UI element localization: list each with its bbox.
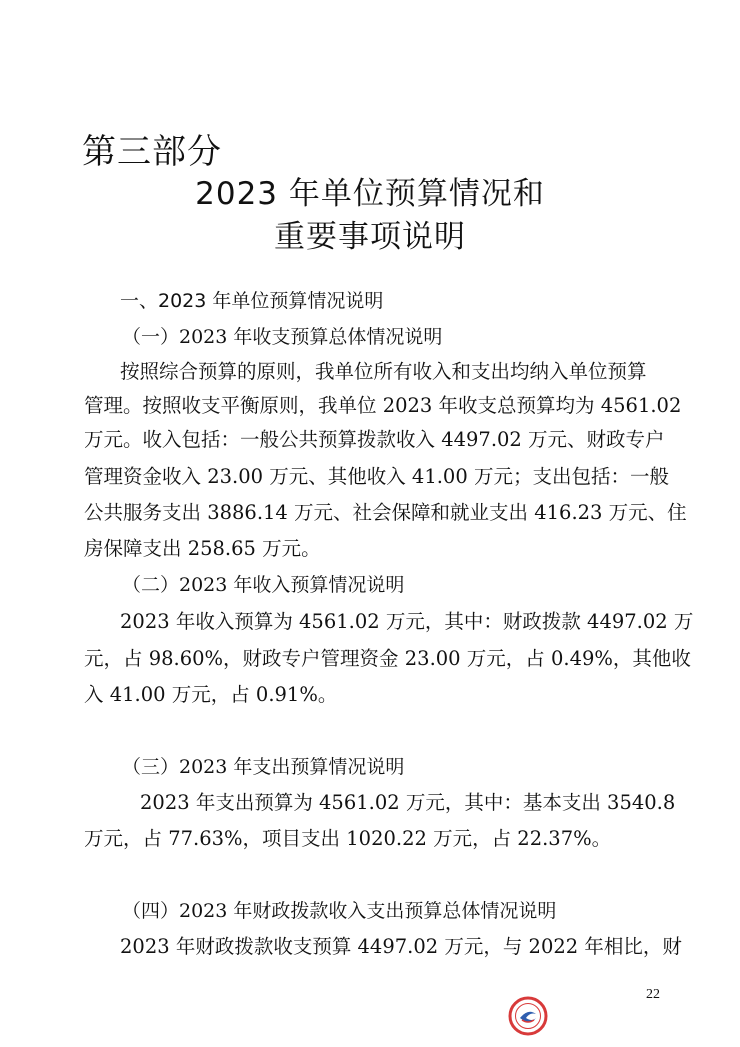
subsection-heading-4: （四）2023 年财政拨款收入支出预算总体情况说明 <box>122 900 557 922</box>
paragraph-line: 2023 年支出预算为 4561.02 万元，其中：基本支出 3540.8 <box>140 791 676 814</box>
subsection-heading-1: （一）2023 年收支预算总体情况说明 <box>122 326 443 348</box>
section-heading: 一、2023 年单位预算情况说明 <box>120 290 384 312</box>
document-title-line-2: 重要事项说明 <box>274 219 466 255</box>
paragraph-line: 管理资金收入 23.00 万元、其他收入 41.00 万元；支出包括：一般 <box>84 465 669 488</box>
subsection-heading-2: （二）2023 年收入预算情况说明 <box>122 574 405 596</box>
paragraph-line: 公共服务支出 3886.14 万元、社会保障和就业支出 416.23 万元、住 <box>84 501 687 524</box>
seal-logo-icon <box>508 996 548 1036</box>
paragraph-line: 元，占 98.60%，财政专户管理资金 23.00 万元，占 0.49%，其他收 <box>84 647 691 670</box>
paragraph-line: 管理。按照收支平衡原则，我单位 2023 年收支总预算均为 4561.02 <box>84 394 682 417</box>
paragraph-line: 入 41.00 万元，占 0.91%。 <box>84 683 338 706</box>
paragraph-line: 按照综合预算的原则，我单位所有收入和支出均纳入单位预算 <box>120 360 647 383</box>
subsection-heading-3: （三）2023 年支出预算情况说明 <box>122 756 405 778</box>
part-title: 第三部分 <box>82 132 222 172</box>
paragraph-line: 万元。收入包括：一般公共预算拨款收入 4497.02 万元、财政专户 <box>84 428 665 451</box>
document-title-line-1: 2023 年单位预算情况和 <box>195 176 545 212</box>
paragraph-line: 万元，占 77.63%，项目支出 1020.22 万元，占 22.37%。 <box>84 827 612 850</box>
paragraph-line: 房保障支出 258.65 万元。 <box>84 537 321 560</box>
page-number: 22 <box>646 987 660 1002</box>
paragraph-line: 2023 年收入预算为 4561.02 万元，其中：财政拨款 4497.02 万 <box>120 610 694 633</box>
paragraph-line: 2023 年财政拨款收支预算 4497.02 万元，与 2022 年相比，财 <box>120 935 682 958</box>
